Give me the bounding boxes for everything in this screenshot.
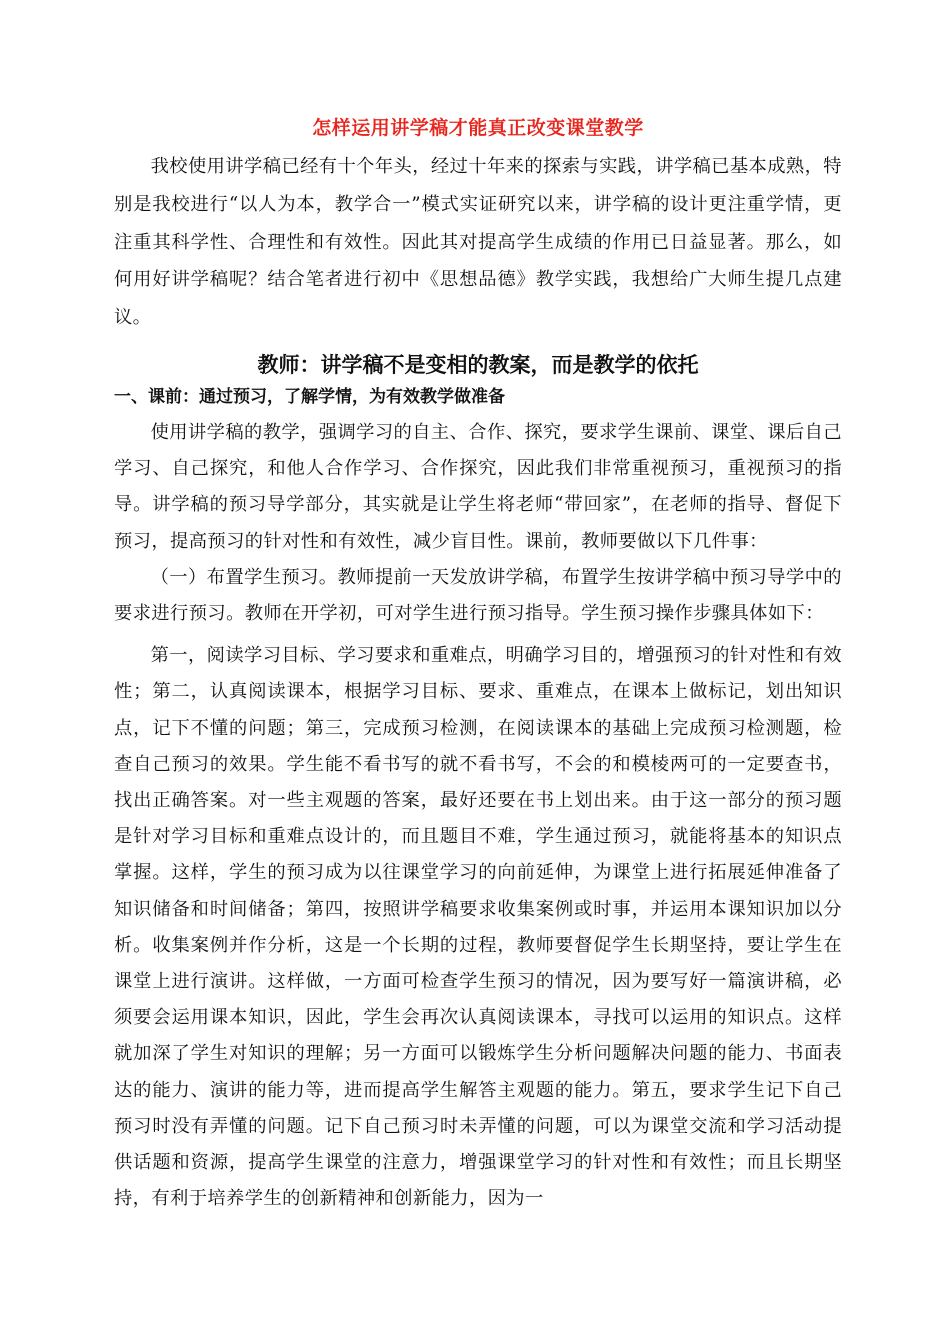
document-body — [114, 108, 842, 1217]
intro-paragraph: 我校使用讲学稿已经有十个年头，经过十年来的探索与实践，讲学稿已基本成熟，特别是我校进行“以人为本，教学合一”模式实证研究以来，讲学稿的设计更注重学情，更注重其科学性、合理性和有效性。因此其对提高学生成绩的作用已日益显著。那么，如何用好讲学稿呢？结合笔者进行初中《思想品德》教学实践，我想给广大师生提几点建议。 — [114, 156, 842, 329]
paragraph-3: 第一，阅读学习目标、学习要求和重难点，明确学习目的，增强预习的针对性和有效性；第二，认真阅读课本，根据学习目标、要求、重难点，在课本上做标记，划出知识点，记下不懂的问题；第三，完成预习检测，在阅读课本的基础上完成预习检测题，检查自己预习的效果。学生能不看书写的就不看书写，不会的和模棱两可的一定要查书，找出正确答案。对一些主观题的答案，最好还要在书上划出来。由于这一部分的预习题是针对学习目标和重难点设计的，而且题目不难，学生通过预习，就能将基本的知识点掌握。这样，学生的预习成为以往课堂学习的向前延伸，为课堂上进行拓展延伸准备了知识储备和时间储备；第四，按照讲学稿要求收集案例或时事，并运用本课知识加以分析。收集案例并作分析，这是一个长期的过程，教师要督促学生长期坚持，要让学生在课堂上进行演讲。这样做，一方面可检查学生预习的情况，因为要写好一篇演讲稿，必须要会运用课本知识，因此，学生会再次认真阅读课本，寻找可以运用的知识点。这样就加深了学生对知识的理解；另一方面可以锻炼学生分析问题解决问题的能力、书面表达的能力、演讲的能力等，进而提高学生解答主观题的能力。第五，要求学生记下自己预习时没有弄懂的问题。记下自己预习时未弄懂的问题，可以为课堂交流和学习活动提供话题和资源，提高学生课堂的注意力，增强课堂学习的针对性和有效性；而且长期坚持，有利于培养学生的创新精神和创新能力，因为一 — [114, 645, 842, 1210]
paragraph-1: 使用讲学稿的教学，强调学习的自主、合作、探究，要求学生课前、课堂、课后自己学习、自己探究，和他人合作学习、合作探究，因此我们非常重视预习，重视预习的指导。讲学稿的预习导学部分，其实就是让学生将老师“带回家”，在老师的指导、督促下预习，提高预习的针对性和有效性，减少盲目性。课前，教师要做以下几件事： — [114, 421, 842, 552]
document-title: 怎样运用讲学稿才能真正改变课堂教学 — [312, 117, 644, 139]
paragraph-2: （一）布置学生预习。教师提前一天发放讲学稿，布置学生按讲学稿中预习导学中的要求进行预习。教师在开学初，可对学生进行预习指导。学生预习操作步骤具体如下： — [114, 566, 842, 624]
section-heading-1: 一、课前：通过预习，了解学情，为有效教学做准备 — [114, 386, 505, 407]
section-title: 教师：讲学稿不是变相的教案，而是教学的依托 — [257, 352, 699, 377]
